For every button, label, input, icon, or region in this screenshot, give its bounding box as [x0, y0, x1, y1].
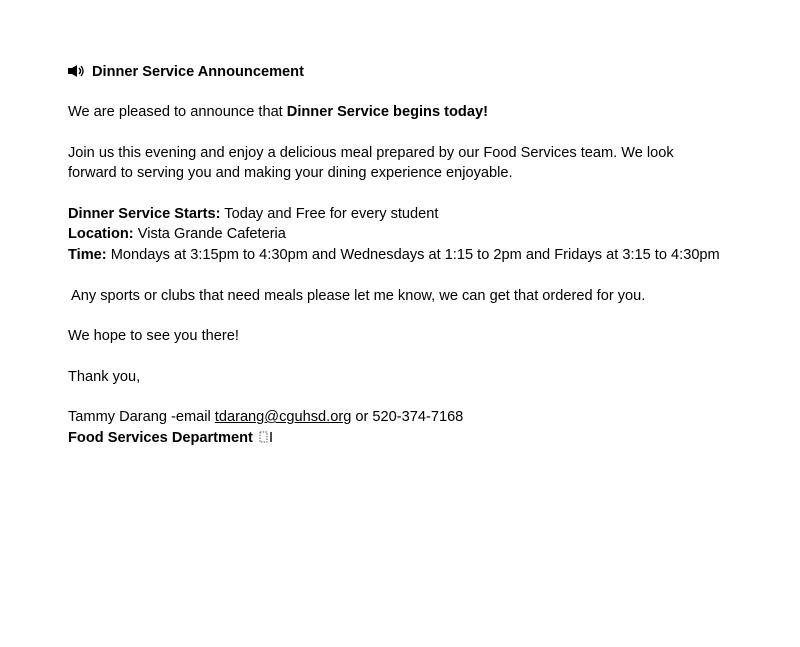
time-value: Mondays at 3:15pm to 4:30pm and Wednesdays at 1:15 to 2pm and Fridays at 3:15 to 4:30pm [106, 247, 720, 263]
department-signature [68, 428, 275, 448]
location-label: Location: [68, 226, 134, 242]
email-link[interactable]: tdarang@cguhsd.org [214, 409, 352, 425]
intro-paragraph [68, 102, 488, 122]
join-paragraph-line-1: Join us this evening and enjoy a delicious meal prepared by our Food Services team. We look [68, 145, 674, 161]
signature-name: Tammy Darang -email [68, 409, 215, 425]
service-starts-row [68, 204, 438, 224]
time-row [68, 245, 720, 265]
sports-clubs-paragraph: Any sports or clubs that need meals please let me know, we can get that ordered for you. [71, 288, 646, 304]
hope-paragraph: We hope to see you there! [68, 328, 239, 344]
join-paragraph-line-2: forward to serving you and making your dining experience enjoyable. [68, 165, 513, 181]
service-starts-label: Dinner Service Starts: [68, 206, 221, 222]
location-row [68, 224, 286, 244]
intro-prefix: We are pleased to announce that [68, 104, 287, 120]
time-label: Time: [68, 247, 107, 263]
location-value: Vista Grande Cafeteria [133, 226, 286, 242]
signature-contact [68, 407, 463, 427]
thanks-paragraph: Thank you, [68, 369, 141, 385]
megaphone-icon [68, 63, 86, 83]
placeholder-glyph-icon [259, 429, 275, 441]
signature-phone: or 520-374-7168 [351, 409, 464, 425]
announcement-title [68, 62, 304, 83]
intro-highlight: Dinner Service begins today! [286, 104, 488, 120]
title-text: Dinner Service Announcement [92, 64, 304, 80]
service-starts-value: Today and Free for every student [220, 206, 439, 222]
department-name: Food Services Department [68, 430, 253, 446]
